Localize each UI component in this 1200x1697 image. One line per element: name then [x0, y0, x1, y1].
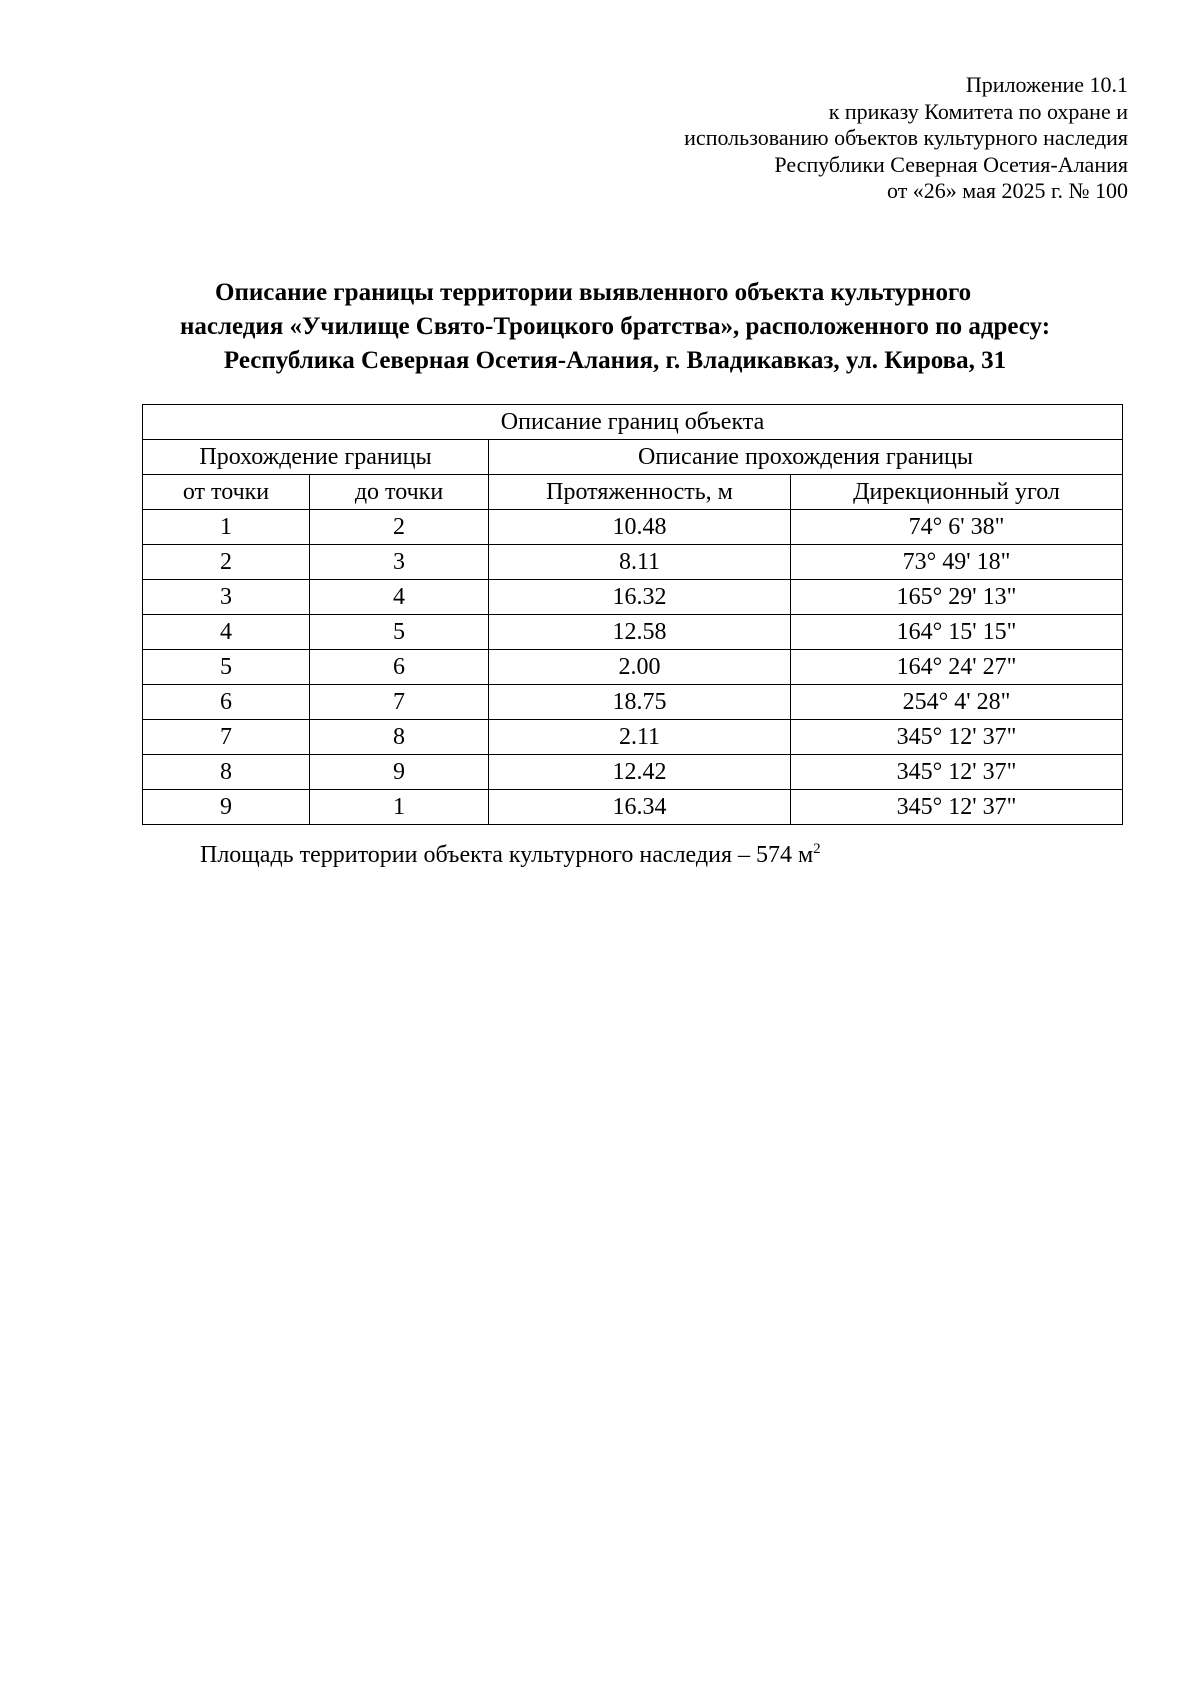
- cell-to: 8: [310, 720, 489, 755]
- area-statement: [200, 840, 821, 870]
- table-row: [143, 720, 1123, 755]
- annex-line: Приложение 10.1: [965, 72, 1128, 97]
- cell-to: 2: [310, 510, 489, 545]
- cell-length: 18.75: [489, 685, 791, 720]
- header-angle: Дирекционный угол: [791, 475, 1123, 510]
- table-row: [143, 615, 1123, 650]
- cell-from: 2: [143, 545, 310, 580]
- cell-length: 12.42: [489, 755, 791, 790]
- cell-angle: 345° 12' 37": [791, 790, 1123, 825]
- cell-angle: 254° 4' 28": [791, 685, 1123, 720]
- cell-length: 16.34: [489, 790, 791, 825]
- annex-block: [684, 72, 1128, 205]
- cell-length: 2.00: [489, 650, 791, 685]
- header-to-point: до точки: [310, 475, 489, 510]
- header-description: Описание прохождения границы: [489, 440, 1123, 475]
- cell-to: 7: [310, 685, 489, 720]
- cell-angle: 345° 12' 37": [791, 755, 1123, 790]
- table-row: [143, 510, 1123, 545]
- annex-line: Республики Северная Осетия-Алания: [774, 151, 1128, 177]
- cell-to: 6: [310, 650, 489, 685]
- cell-length: 16.32: [489, 580, 791, 615]
- cell-angle: 165° 29' 13": [791, 580, 1123, 615]
- header-length: Протяженность, м: [489, 475, 791, 510]
- cell-to: 3: [310, 545, 489, 580]
- title-line: Описание границы территории выявленного объекта культурного: [215, 279, 972, 306]
- annex-line: к приказу Комитета по охране и: [828, 98, 1128, 124]
- cell-angle: 345° 12' 37": [791, 720, 1123, 755]
- area-superscript: 2: [813, 841, 821, 857]
- header-from-point: от точки: [143, 475, 310, 510]
- table-row: [143, 790, 1123, 825]
- cell-angle: 164° 15' 15": [791, 615, 1123, 650]
- cell-length: 2.11: [489, 720, 791, 755]
- header-passage: Прохождение границы: [143, 440, 489, 475]
- cell-from: 8: [143, 755, 310, 790]
- table-row: [143, 755, 1123, 790]
- cell-angle: 73° 49' 18": [791, 545, 1123, 580]
- cell-to: 1: [310, 790, 489, 825]
- table-row: [143, 685, 1123, 720]
- cell-from: 7: [143, 720, 310, 755]
- title-line: Республика Северная Осетия-Алания, г. Владикавказ, ул. Кирова, 31: [223, 347, 1007, 374]
- cell-length: 10.48: [489, 510, 791, 545]
- table-row: [143, 650, 1123, 685]
- cell-from: 6: [143, 685, 310, 720]
- cell-from: 1: [143, 510, 310, 545]
- boundary-table: [142, 404, 1123, 825]
- table-row: [143, 580, 1123, 615]
- title-line: наследия «Училище Свято-Троицкого братства», расположенного по адресу:: [179, 313, 1051, 340]
- cell-angle: 74° 6' 38": [791, 510, 1123, 545]
- cell-from: 5: [143, 650, 310, 685]
- cell-length: 12.58: [489, 615, 791, 650]
- cell-from: 3: [143, 580, 310, 615]
- table-caption: Описание границ объекта: [143, 405, 1123, 440]
- table-row: [143, 545, 1123, 580]
- cell-to: 4: [310, 580, 489, 615]
- cell-length: 8.11: [489, 545, 791, 580]
- cell-from: 9: [143, 790, 310, 825]
- area-text: Площадь территории объекта культурного наследия – 574 м: [200, 842, 814, 868]
- cell-to: 5: [310, 615, 489, 650]
- annex-line: от «26» мая 2025 г. № 100: [886, 178, 1128, 203]
- annex-line: использованию объектов культурного наследия: [684, 125, 1128, 150]
- cell-angle: 164° 24' 27": [791, 650, 1123, 685]
- cell-to: 9: [310, 755, 489, 790]
- cell-from: 4: [143, 615, 310, 650]
- document-title: [120, 276, 1110, 378]
